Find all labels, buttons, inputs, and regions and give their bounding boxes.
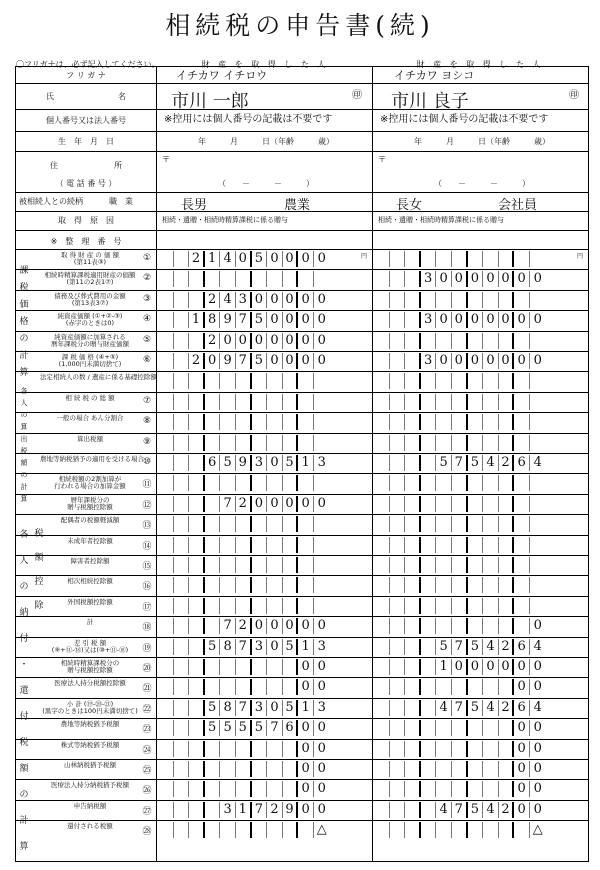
line-label: 算出税額 [77, 434, 103, 443]
p1-amount[interactable]: 0 0 [158, 781, 330, 797]
p1-amount[interactable] [158, 516, 330, 532]
line-number: ⑫ [142, 500, 152, 511]
p2-amount[interactable] [374, 373, 546, 389]
p2-mynumber-note: ※控用には個人番号の記載は不要です [380, 114, 549, 125]
line-number: ⑰ [142, 602, 152, 613]
p2-amount[interactable] [374, 475, 546, 491]
p1-amount[interactable]: 2 0 0 0 0 0 0 0 [158, 333, 330, 349]
p1-amount[interactable] [158, 557, 330, 573]
p2-amount[interactable]: 5 7 5 4 2 6 4 [374, 639, 546, 655]
p1-amount[interactable]: 6 5 9 3 0 5 1 3 [158, 455, 330, 471]
label-relation: 被相続人との続柄 [19, 197, 83, 206]
p2-amount[interactable]: 0 0 [374, 781, 546, 797]
line-number: ⑳ [142, 664, 152, 674]
p2-relation: 長女 [396, 198, 423, 213]
label-reason: 取 得 原 因 [58, 216, 114, 225]
p1-amount[interactable]: 3 1 7 2 9 0 0 [158, 802, 330, 818]
line-label: 医療法人持分税額控除額 [54, 679, 126, 688]
p1-amount[interactable] [158, 435, 330, 451]
line-number: ② [142, 273, 152, 284]
label-mynumber: 個人番号又は法人番号 [46, 116, 126, 125]
p2-amount[interactable] [374, 537, 546, 553]
line-number: ㉓ [142, 725, 152, 736]
p2-amount[interactable]: 3 0 0 0 0 0 0 0 [374, 271, 546, 287]
p1-amount[interactable]: 7 2 0 0 0 0 0 [158, 618, 330, 634]
p2-amount[interactable] [374, 414, 546, 430]
p1-amount[interactable]: 2 4 3 0 0 0 0 0 [158, 292, 330, 308]
line-number: ⑩ [142, 457, 152, 467]
p1-amount[interactable]: 7 2 0 0 0 0 0 [158, 496, 330, 512]
line-label: 法定相続人の数 / 遺産に係る基礎控除額 [40, 373, 157, 382]
line-number: ㉑ [142, 684, 152, 695]
line-number: ⑧ [142, 416, 152, 427]
p1-phone: （ － － ） [218, 179, 314, 188]
p2-amount[interactable] [374, 251, 546, 267]
p2-amount[interactable]: 4 7 5 4 2 6 4 [374, 700, 546, 716]
p2-name: 市川 良子 [391, 91, 469, 112]
p2-amount[interactable]: 4 7 5 4 2 0 0 [374, 802, 546, 818]
line-number: ⑥ [142, 355, 152, 365]
line-label: 暦年課税分の 贈与税額控除額 [67, 495, 113, 511]
p2-amount[interactable] [374, 496, 546, 512]
line-number: ㉘ [142, 827, 152, 838]
p2-birth: 年 月 日（年齢 歳） [414, 137, 550, 146]
side-label-c: 各 人 の 納 付 ・ 還 付 税 額 の 計 算 [19, 530, 29, 852]
p2-amount[interactable] [374, 292, 546, 308]
line-label: 障害者控除額 [70, 557, 110, 565]
line-label: 外国税額控除額 [67, 597, 113, 606]
line-number: ⑮ [142, 562, 152, 572]
p1-amount[interactable]: 2 0 9 7 5 0 0 0 0 [158, 353, 330, 369]
p1-birth: 年 月 日（年齢 歳） [198, 137, 334, 146]
line-label: 山林納税猶予税額 [64, 761, 116, 769]
p1-furigana: イチカワ イチロウ [176, 69, 268, 82]
line-label: 配偶者の税額軽減額 [60, 516, 120, 525]
p1-amount[interactable]: 5 8 7 3 0 5 1 3 [158, 639, 330, 655]
label-phone: （ 電 話 番 号 ） [55, 179, 117, 188]
label-birth: 生 年 月 日 [58, 137, 114, 146]
p2-amount[interactable]: 3 0 0 0 0 0 0 0 [374, 312, 546, 328]
line-label: 還付される税額 [67, 822, 113, 831]
label-address: 住 所 [50, 161, 122, 170]
label-furigana: フ リ ガ ナ [66, 71, 106, 80]
p2-furigana: イチカワ ヨシコ [394, 69, 475, 82]
p2-amount[interactable]: 0 0 [374, 741, 546, 757]
p1-amount[interactable] [158, 394, 330, 410]
line-label: 計 [86, 618, 94, 627]
line-number: ⑪ [142, 480, 152, 491]
p2-amount[interactable]: 0 [374, 618, 546, 634]
p1-relation: 長男 [181, 198, 208, 213]
line-label: 相次相続控除額 [67, 577, 113, 586]
side-label-b: 各 人 の 算 出 税 額 の 計 算 [20, 387, 28, 503]
col-header-2: 財 産 を 取 得 し た 人 [416, 60, 544, 69]
p2-amount[interactable]: 0 0 [374, 761, 546, 777]
p2-amount[interactable]: 0 0 [374, 679, 546, 695]
line-label: 株式等納税猶予税額 [60, 740, 120, 749]
line-number: ⑬ [142, 521, 152, 532]
p2-amount[interactable]: 0 0 [374, 720, 546, 736]
p1-amount[interactable]: 5 5 5 5 7 6 0 0 [158, 720, 330, 736]
line-number: ① [142, 253, 152, 263]
p1-amount[interactable]: 1 8 9 7 5 0 0 0 0 [158, 312, 330, 328]
line-label: 一般の場合 あん分割合 [56, 414, 124, 423]
line-label: 相 続 税 の 総 額 [65, 393, 115, 402]
p2-phone: （ － － ） [434, 179, 530, 188]
p2-amount[interactable] [374, 435, 546, 451]
p1-amount[interactable]: 2 1 4 0 5 0 0 0 0 [158, 251, 330, 267]
p1-postal: 〒 [162, 155, 170, 164]
line-number: ㉖ [142, 786, 152, 797]
line-label: 債務及び葬式費用の金額 (第13表3⑦) [54, 291, 126, 307]
line-number: ⑲ [142, 643, 152, 654]
p1-amount[interactable]: 0 0 [158, 761, 330, 777]
label-seiri: ※ 整 理 番 号 [50, 237, 122, 246]
line-label: 純資産価額 (①+②-③) (赤字のときは0) [57, 312, 123, 328]
label-name: 氏 名 [46, 92, 126, 101]
line-number: ⑯ [142, 582, 152, 593]
p1-reason: 相続・遺贈・相続時精算課税に係る贈与 [162, 216, 288, 224]
p2-amount[interactable] [374, 394, 546, 410]
p1-amount[interactable] [158, 373, 330, 389]
col-header-1: 財 産 を 取 得 し た 人 [201, 60, 329, 69]
p1-seal: ㊞ [352, 90, 362, 101]
p2-amount[interactable] [374, 598, 546, 614]
p1-name: 市川 一郎 [171, 91, 249, 112]
p1-amount[interactable] [158, 598, 330, 614]
p1-amount[interactable] [158, 414, 330, 430]
line-label: 小 計 (⑲-⑳-㉑) (黒字のときは100円未満切捨て) [42, 699, 138, 715]
line-number: ⑱ [142, 623, 152, 634]
p1-amount[interactable]: 0 0 [158, 679, 330, 695]
line-number: ㉔ [142, 745, 152, 756]
p1-job: 農業 [284, 198, 311, 213]
side-label-c2: 税 額 控 除 [34, 529, 44, 611]
p2-amount[interactable]: 1 0 0 0 0 0 0 [374, 659, 546, 675]
line-label: 農地等納税猶予税額 [60, 720, 120, 729]
p1-amount[interactable]: △ [158, 822, 330, 838]
line-label: 申告納税額 [73, 801, 107, 810]
tax-form: フ リ ガ ナ 氏 名 個人番号又は法人番号 生 年 月 日 住 所 （ 電 話 番 号 ） 被相続人との続柄 職 業 取 得 原 因 ※ 整 理 番 号 イチカワ イチロウ 市川 一郎 ㊞ ※控用には個人番号の記載は不要です 年 月 日（年齢 歳） 〒 （ － － ） 長男 農業 相続・遺贈・相続時精算課税に係る贈与 イチカワ ヨシコ 市川 良子 ㊞ ※控用には個人番号の記載は不要です 年 月 日（年齢 歳） 〒 （ － － ） 長女 会社員 相続・遺贈・相続時精算課税に係る贈与 取 得 財 産 の 価 額 (第11表③) ① 2 1 4 0 5 0 0 0 0 相続時精算課税適用財産の価額 (第11の2表1⑦) ② 3 0 0 0 0 0 0 0 債務及び葬式費用の金額 (第13表3⑦) ③ 2 4 3 0 0 0 0 0 純資産価額 (①+②-③) (赤字のときは0) ④ 1 8 9 7 5 0 0 0 0 3 0 0 0 0 0 0 0 純資産価額に加算される 暦年課税分の贈与財産価額 ⑤ 2 0 0 0 0 0 0 0 課 税 価 格 (④+⑤) (1,000円未満切捨て) ⑥ 2 0 9 7 5 0 0 0 0 3 0 0 0 0 0 0 0 法定相続人の数 / 遺産に係る基礎控除額 相 続 税 の 総 額 ⑦ 一般の場合 あん分割合 ⑧ 算出税額 ⑨ 農地等納税猶予の適用を受ける場合 ⑩ 6 5 9 3 0 5 1 3 5 7 5 4 2 6 4 相続税額の2割加算が 行われる場合の加算金額 ⑪ 暦年課税分の 贈与税額控除額 ⑫ 7 2 0 0 0 0 0 配偶者の税額軽減額 ⑬ 未成年者控除額 ⑭ 障害者控除額 ⑮ 相次相続控除額 ⑯ 外国税額控除額 ⑰ 計 ⑱ 7 2 0 0 0 0 0 0 差 引 税 額 (⑨+⑪-⑱)又は(⑩+⑪-⑱) ⑲ 5 8 7 3 0 5 1 3 5 7 5 4 2 6 4 相続時精算課税分の 贈与税額控除額 ⑳ 0 0 1 0 0 0 0 0 0 医療法人持分税額控除額 ㉑ 0 0 0 0 小 計 (⑲-⑳-㉑) (黒字のときは100円未満切捨て) ㉒ 5 8 7 3 0 5 1 3 4 7 5 4 2 6 4 農地等納税猶予税額 ㉓ 5 5 5 5 7 6 0 0 0 0 株式等納税猶予税額 ㉔ 0 0 0 0 山林納税猶予税額 ㉕ 0 0 0 0 医療法人持分納税猶予税額 ㉖ 0 0 0 0 申告納税額 ㉗ 3 1 7 2 9 0 0 4 7 5 4 2 0 0 還付される税額 ㉘ △ △ 円 円 課 税 価 格 の 計 算 各 人 の 算 出 税 額 の 計 算 各 人 の 納 付 ・ 還 付 税 額 の 計 算 税 額 控 除 [15, 66, 589, 862]
line-number: ㉕ [142, 766, 152, 776]
line-label: 純資産価額に加算される 暦年課税分の贈与財産価額 [51, 332, 129, 348]
line-label: 課 税 価 格 (④+⑤) (1,000円未満切捨て) [58, 353, 122, 368]
p1-mynumber-note: ※控用には個人番号の記載は不要です [164, 114, 333, 125]
p1-amount[interactable] [158, 475, 330, 491]
p1-amount[interactable] [158, 271, 330, 287]
line-number: ⑦ [142, 395, 152, 406]
furigana-note: 〇フリガナは、必ず記入してください。 [16, 60, 160, 69]
line-number: ⑭ [142, 541, 152, 552]
p2-amount[interactable]: △ [374, 822, 546, 838]
p2-amount[interactable]: 5 7 5 4 2 6 4 [374, 455, 546, 471]
line-number: ㉗ [142, 806, 152, 817]
form-title: 相続税の申告書(続) [165, 11, 435, 40]
p2-amount[interactable] [374, 333, 546, 349]
p2-amount[interactable] [374, 516, 546, 532]
p1-amount[interactable] [158, 537, 330, 553]
line-number: ④ [142, 314, 152, 325]
line-label: 差 引 税 額 (⑨+⑪-⑱)又は(⑩+⑪-⑱) [51, 638, 129, 654]
p2-seal: ㊞ [569, 90, 579, 101]
side-label-a: 課 税 価 格 の 計 算 [19, 266, 29, 378]
line-label: 農地等納税猶予の適用を受ける場合 [40, 455, 144, 463]
p1-amount[interactable]: 0 0 [158, 741, 330, 757]
line-label: 未成年者控除額 [67, 536, 113, 545]
p2-amount[interactable] [374, 557, 546, 573]
p2-postal: 〒 [378, 155, 386, 164]
p2-job: 会社員 [498, 198, 538, 213]
p2-amount[interactable]: 3 0 0 0 0 0 0 0 [374, 353, 546, 369]
p2-amount[interactable] [374, 577, 546, 593]
p1-amount[interactable]: 0 0 [158, 659, 330, 675]
line-label: 相続時精算課税分の 贈与税額控除額 [60, 659, 120, 674]
line-number: ③ [142, 293, 152, 304]
line-label: 相続税額の2割加算が 行われる場合の加算金額 [54, 475, 126, 491]
label-job: 職 業 [109, 197, 133, 206]
line-label: 取 得 財 産 の 価 額 (第11表③) [61, 251, 119, 266]
p2-reason: 相続・遺贈・相続時精算課税に係る贈与 [378, 216, 504, 224]
line-number: ㉒ [142, 704, 152, 715]
line-label: 相続時精算課税適用財産の価額 (第11の2表1⑦) [44, 271, 136, 287]
p1-amount[interactable]: 5 8 7 3 0 5 1 3 [158, 700, 330, 716]
line-number: ⑤ [142, 334, 152, 345]
p1-amount[interactable] [158, 577, 330, 593]
line-label: 医療法人持分納税猶予税額 [51, 781, 129, 790]
line-number: ⑨ [142, 436, 152, 447]
